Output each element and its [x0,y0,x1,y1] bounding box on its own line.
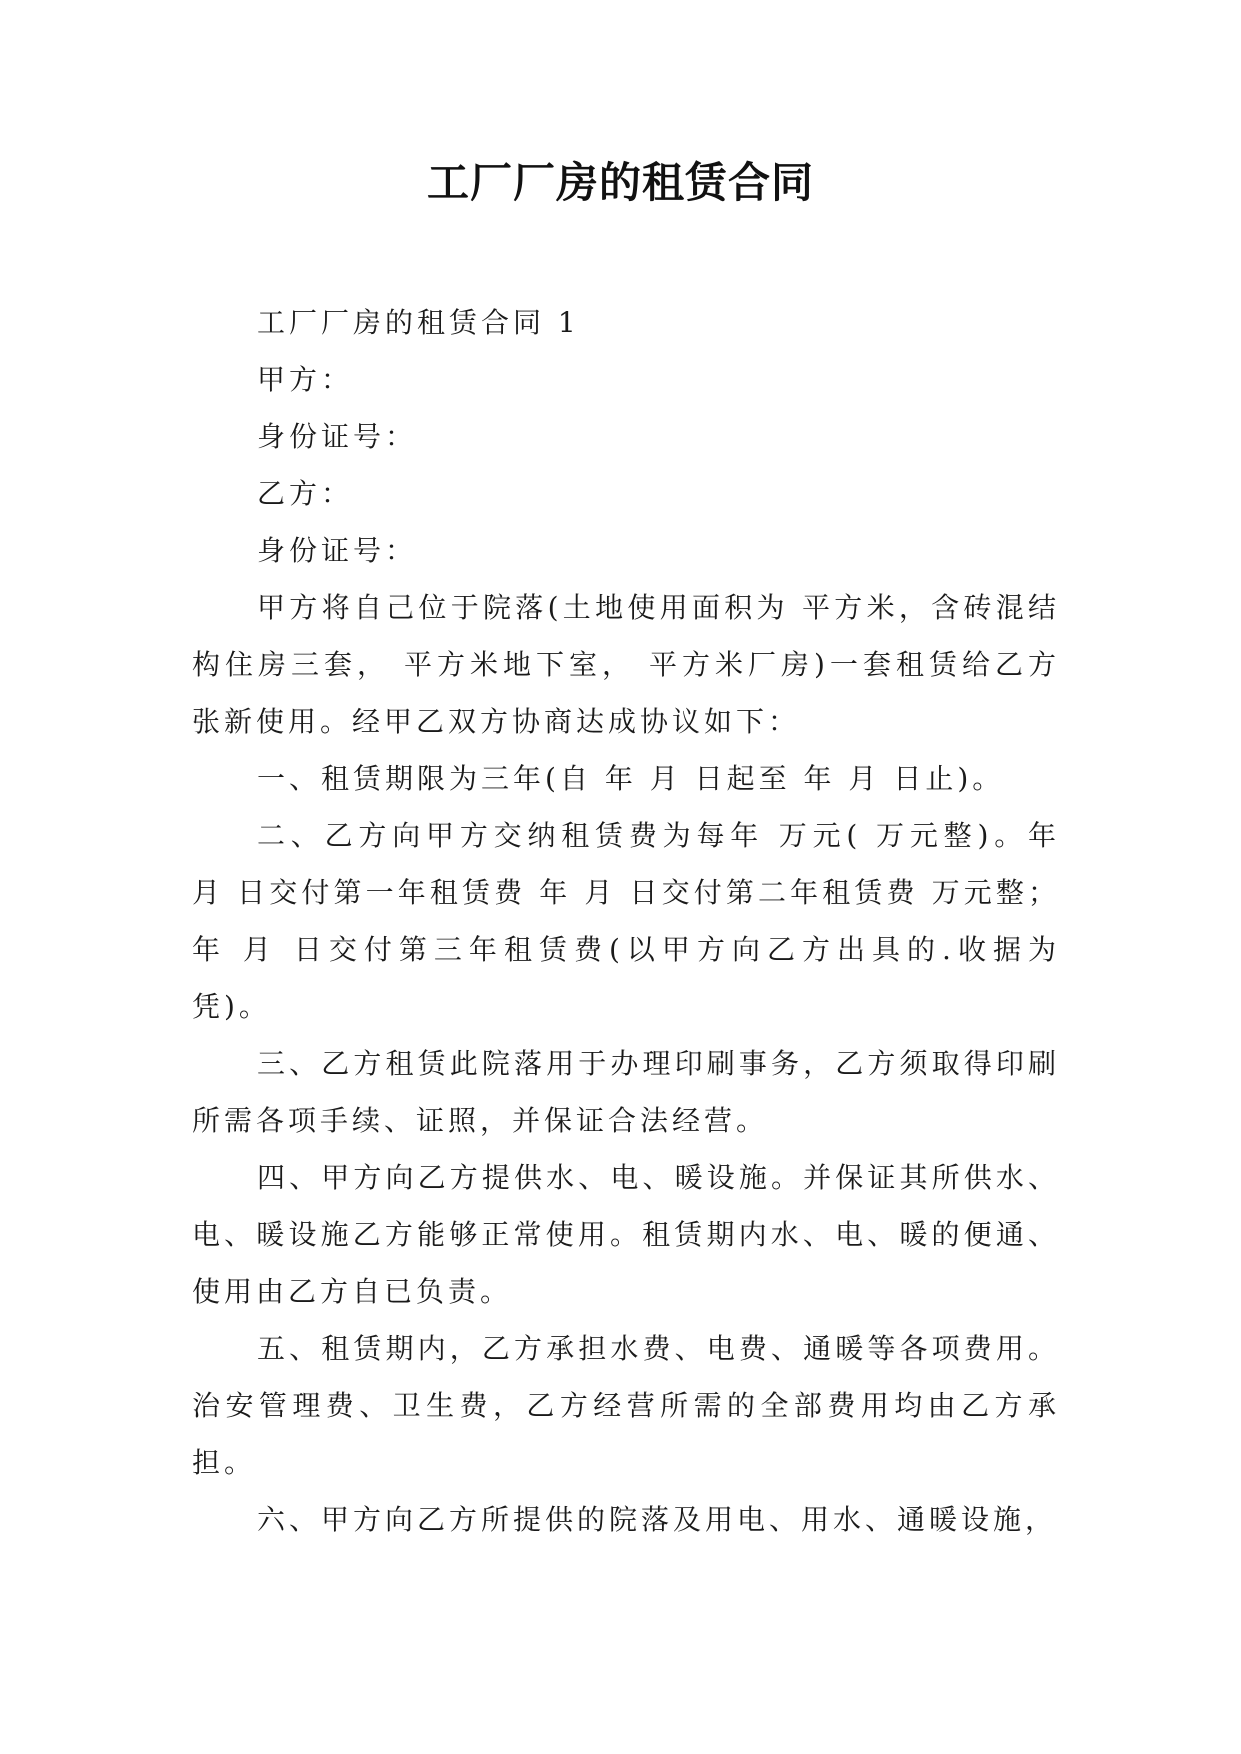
paragraph-party-b-id: 身份证号： [257,534,418,567]
paragraph-party-a: 甲方： [257,363,354,396]
paragraph-clause-5: 五、租赁期内，乙方承担水费、电费、通暖等各项费用。治安管理费、卫生费，乙方经营所需的全部费用均由乙方承担。 [192,1332,1060,1479]
paragraph-clause-6: 六、甲方向乙方所提供的院落及用电、用水、通暖设施， [257,1503,1058,1536]
paragraph-clause-3: 三、乙方租赁此院落用于办理印刷事务，乙方须取得印刷所需各项手续、证照，并保证合法经营。 [192,1047,1060,1137]
paragraph-clause-1: 一、租赁期限为三年(自 年 月 日起至 年 月 日止)。 [257,762,1005,795]
paragraph-clause-2: 二、乙方向甲方交纳租赁费为每年 万元( 万元整)。年 月 日交付第一年租赁费 年 月 日交付第二年租赁费 万元整；年 月 日交付第三年租赁费(以甲方向乙方出具的.收据为凭)。 [192,819,1060,1023]
paragraph-intro: 甲方将自己位于院落(土地使用面积为 平方米，含砖混结构住房三套， 平方米地下室， 平方米厂房)一套租赁给乙方张新使用。经甲乙双方协商达成协议如下： [192,591,1060,738]
paragraph-subtitle: 工厂厂房的租赁合同 1 [257,306,580,339]
paragraph-clause-4: 四、甲方向乙方提供水、电、暖设施。并保证其所供水、电、暖设施乙方能够正常使用。租赁期内水、电、暖的便通、使用由乙方自已负责。 [192,1161,1060,1308]
document-body [192,294,1060,1548]
paragraph-party-b: 乙方： [257,477,354,510]
paragraph-party-a-id: 身份证号： [257,420,418,453]
document-title: 工厂厂房的租赁合同 [426,158,814,207]
